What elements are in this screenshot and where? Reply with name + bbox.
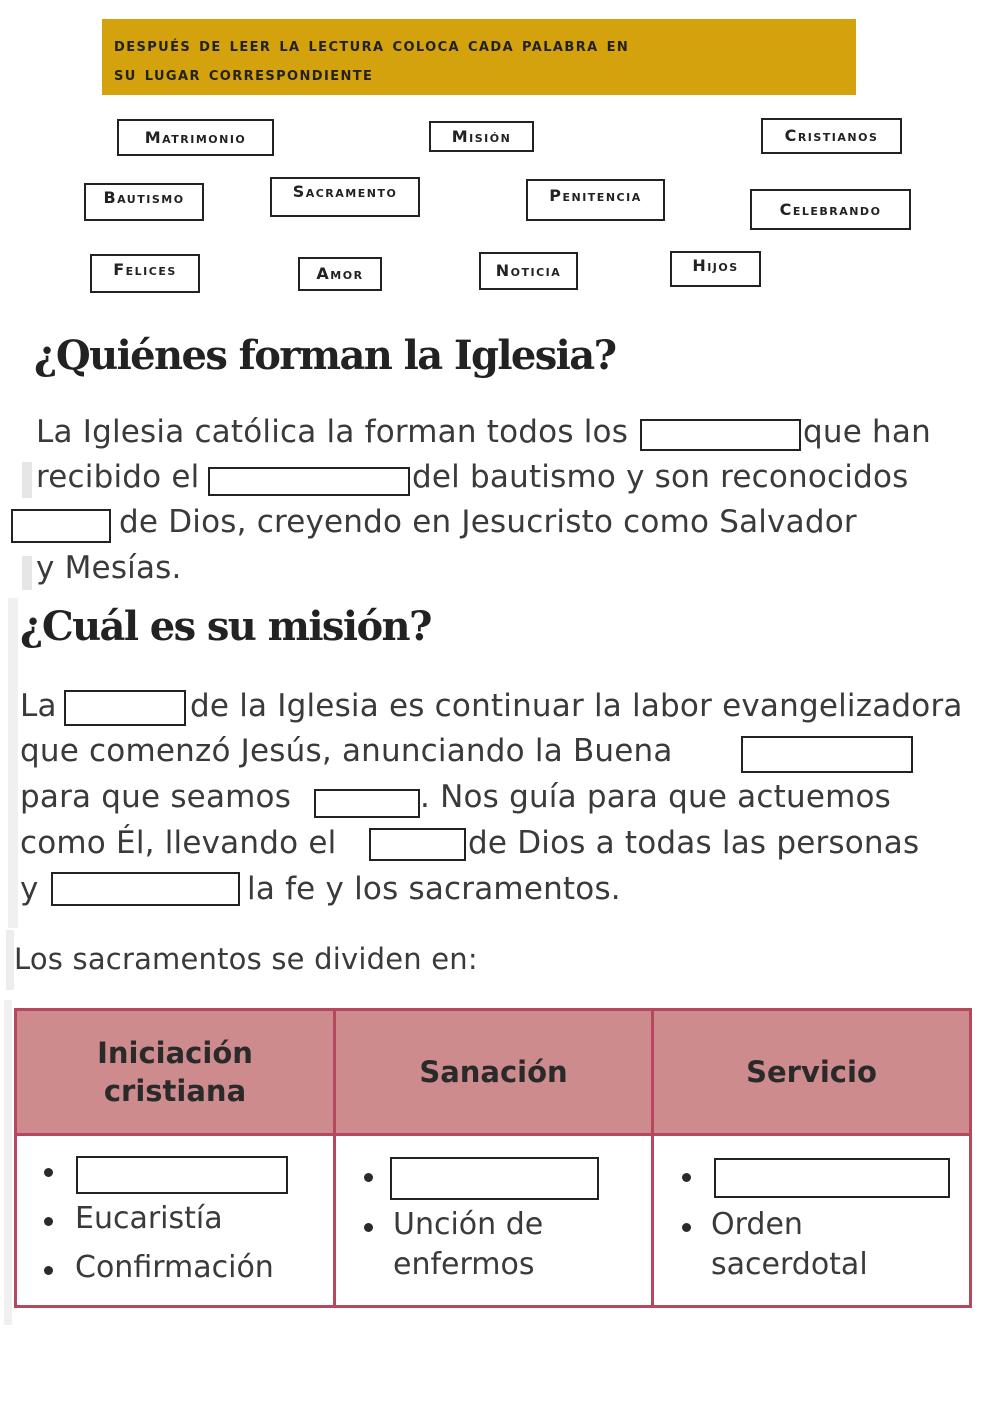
header-sanacion: Sanación — [419, 1055, 568, 1089]
s1-line-1a: La Iglesia católica la forman todos los — [36, 414, 629, 450]
blank-sacramento[interactable] — [208, 467, 410, 496]
blank-felices[interactable] — [314, 789, 420, 818]
blank-matrimonio[interactable] — [714, 1158, 950, 1198]
section-1-title: ¿Quiénes forman la Iglesia? — [34, 332, 616, 379]
s2-line-5b: la fe y los sacramentos. — [247, 871, 621, 907]
bullet-icon — [682, 1173, 691, 1182]
s2-line-3a: para que seamos — [20, 779, 292, 815]
blank-mision[interactable] — [64, 690, 186, 726]
s1-line-4: y Mesías. — [36, 550, 182, 586]
word-tile-matrimonio[interactable]: Matrimonio — [117, 119, 274, 156]
word-tile-celebrando[interactable]: Celebrando — [750, 189, 911, 230]
header-iniciacion — [17, 1011, 333, 1133]
s2-line-4a: como Él, llevando el — [20, 825, 337, 861]
header-servicio: Servicio — [746, 1055, 877, 1089]
scan-mark — [6, 930, 14, 990]
s1-line-2a: recibido el — [36, 459, 200, 495]
word-tile-penitencia[interactable]: Penitencia — [526, 179, 665, 221]
blank-amor[interactable] — [369, 828, 466, 861]
blank-hijos[interactable] — [11, 509, 111, 543]
word-tile-amor[interactable]: Amor — [298, 257, 382, 291]
item-orden-line-1: Orden — [711, 1207, 803, 1242]
s1-line-3: de Dios, creyendo en Jesucristo como Salvador — [119, 504, 857, 540]
blank-celebrando[interactable] — [51, 872, 240, 906]
bullet-icon — [364, 1173, 373, 1182]
item-orden-line-2: sacerdotal — [711, 1247, 868, 1282]
instruction-line-2: su lugar correspondiente — [114, 63, 374, 85]
word-tile-felices[interactable]: Felices — [90, 254, 200, 293]
word-tile-cristianos[interactable]: Cristianos — [761, 118, 902, 154]
scan-mark — [8, 598, 18, 928]
bullet-icon — [364, 1223, 373, 1232]
s1-line-2b: del bautismo y son reconocidos — [412, 459, 909, 495]
s2-line-5a: y — [20, 871, 39, 907]
word-tile-bautismo[interactable]: Bautismo — [84, 183, 204, 221]
s2-line-2: que comenzó Jesús, anunciando la Buena — [20, 733, 673, 769]
s2-line-3b: . Nos guía para que actuemos — [420, 779, 892, 815]
word-tile-mision[interactable]: Misión — [429, 121, 534, 152]
header-iniciacion-line-2: cristiana — [103, 1074, 247, 1108]
header-iniciacion-line-1: Iniciación — [97, 1036, 253, 1070]
instruction-banner — [102, 19, 856, 95]
item-uncion-line-2: enfermos — [393, 1247, 535, 1282]
s2-line-1a: La — [20, 688, 57, 724]
scan-mark — [22, 462, 32, 498]
instruction-line-1: después de leer la lectura coloca cada palabra en — [114, 34, 630, 56]
scan-mark — [4, 1000, 12, 1325]
blank-bautismo[interactable] — [76, 1156, 288, 1194]
s2-line-4b: de Dios a todas las personas — [468, 825, 920, 861]
sacraments-table — [14, 1008, 972, 1308]
item-eucaristia: Eucaristía — [75, 1201, 223, 1236]
item-uncion-line-1: Unción de — [393, 1207, 544, 1242]
sacraments-intro: Los sacramentos se dividen en: — [14, 942, 478, 976]
blank-noticia[interactable] — [741, 736, 913, 773]
blank-penitencia[interactable] — [390, 1157, 599, 1200]
bullet-icon — [44, 1266, 53, 1275]
word-tile-hijos[interactable]: Hijos — [670, 251, 761, 287]
word-tile-noticia[interactable]: Noticia — [479, 252, 578, 290]
bullet-icon — [44, 1168, 53, 1177]
s1-line-1b: que han — [803, 414, 931, 450]
blank-cristianos[interactable] — [640, 419, 801, 451]
item-confirmacion: Confirmación — [75, 1250, 274, 1285]
section-2-title: ¿Cuál es su misión? — [20, 603, 431, 650]
bullet-icon — [44, 1217, 53, 1226]
scan-mark — [22, 556, 32, 590]
bullet-icon — [682, 1223, 691, 1232]
s2-line-1b: de la Iglesia es continuar la labor evangelizadora — [190, 688, 963, 724]
word-tile-sacramento[interactable]: Sacramento — [270, 177, 420, 217]
